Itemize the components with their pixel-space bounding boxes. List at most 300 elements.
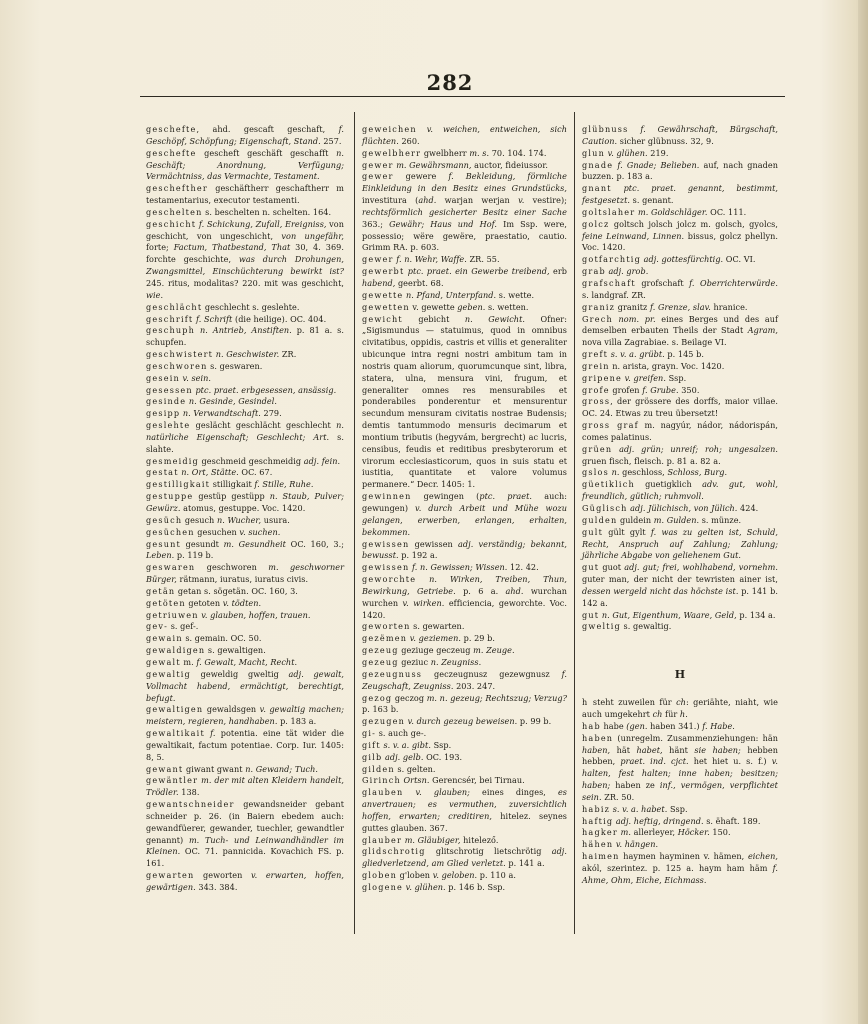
entry-headword: gewaltig <box>146 668 191 679</box>
entry-text: auf, nach gnaden buzzen. p. 183 a. <box>582 159 779 182</box>
entry-headword: glauber <box>362 834 403 845</box>
entry-text: gesuchen <box>194 526 240 537</box>
entry-text: 363.; <box>362 218 390 229</box>
entry-gloss: praet. ind. cjct. <box>620 756 689 767</box>
entry-headword: geschlächt <box>146 301 203 312</box>
entry-gloss: v. suchen. <box>239 526 281 537</box>
dictionary-entry <box>582 266 778 278</box>
dictionary-entry <box>146 562 344 586</box>
entry-text: Ssp. <box>667 803 688 814</box>
dictionary-entry <box>146 467 344 479</box>
dictionary-column-3 <box>582 124 778 887</box>
entry-headword: gestuppe <box>146 491 194 502</box>
entry-headword: geschefther <box>146 183 208 194</box>
entry-headword: gewer <box>362 171 394 182</box>
entry-gloss: es anvertrauen; es vermuthen, zuversichtlich hoffen, erwarten; creditiren, <box>362 787 568 821</box>
entry-text: geschäftherr geschaftherr m testamentarius, executor testamenti. <box>146 183 344 206</box>
entry-gloss: f. n. Wehr, Waffe. <box>396 254 467 265</box>
entry-gloss: f. <box>210 728 216 739</box>
dictionary-entry <box>362 787 567 834</box>
entry-text: geczeugnusz gezewgnusz <box>422 668 562 679</box>
dictionary-entry <box>146 207 344 219</box>
entry-text: hitelező. <box>460 834 499 845</box>
entry-text: gestüp gestüpp <box>193 491 270 502</box>
entry-gloss: v. durch gezeug beweisen. <box>407 716 518 727</box>
dictionary-entry <box>362 752 567 764</box>
entry-headword: geschrift <box>146 313 194 324</box>
entry-text: 245. ritus, modalitas? 220. mit was geschicht, <box>146 277 344 288</box>
entry-text: geschmeid geschmeidig <box>198 455 304 466</box>
entry-headword: gesinde <box>146 396 187 407</box>
entry-text: forte; <box>146 242 174 253</box>
entry-text: gebicht <box>402 313 465 324</box>
entry-text: 203. 247. <box>453 680 496 691</box>
entry-text: : geriähte, niaht, wie auch umgekehrt <box>582 697 778 719</box>
entry-gloss: m. Zeuge. <box>473 645 515 656</box>
entry-text: gesundt <box>181 538 224 549</box>
entry-headword: gesmeidig <box>146 455 199 466</box>
entry-text: haymen hayminen v. hämen, <box>619 851 748 862</box>
entry-text: , ahd. gescaft geschaft, <box>196 124 339 134</box>
dictionary-entry <box>146 598 344 610</box>
entry-text: . <box>685 708 688 719</box>
entry-text: getoten <box>185 597 223 608</box>
entry-gloss: n. Ort, Stätte. <box>181 467 239 478</box>
entry-gloss: adj. heftig, dringend. <box>615 815 704 826</box>
entry-headword: greft <box>582 349 609 360</box>
entry-gloss: n. Pfand, Unterpfand. <box>406 289 497 300</box>
entry-headword: gnade <box>582 159 614 170</box>
entry-gloss: rechtsförmlich gesicherter Besitz einer Sache <box>362 206 567 217</box>
dictionary-entry <box>362 764 567 776</box>
entry-headword: geschelten <box>146 206 203 217</box>
entry-text: auch: gewungen) <box>362 491 567 513</box>
entry-text <box>403 787 415 797</box>
entry-text: s. beschelten n. schelten. 164. <box>202 206 332 217</box>
entry-text: ZR. 55. <box>466 254 500 265</box>
dictionary-entry <box>582 839 778 851</box>
entry-text: OC. 160, 3.; <box>286 538 344 549</box>
entry-gloss: f. was zu gelten ist, Schuld, Recht, Anspruch auf Zahlung; Zahlung; jährliche Abgabe von geliehenem Gut. <box>582 526 778 561</box>
entry-gloss: ptc. praet. erbgesessen, ansässig. <box>195 384 337 395</box>
dictionary-entry <box>362 728 567 740</box>
entry-gloss: v. halten, fest halten; inne haben; besitzen; haben; <box>582 756 778 791</box>
entry-headword: gnant <box>582 183 612 194</box>
dictionary-entry <box>362 633 567 645</box>
entry-gloss: f. Oberrichterwürde. <box>689 277 779 288</box>
entry-gloss: v. durch Arbeit und Mühe wozu gelangen, erwerben, erlangen, erhalten, bekommen. <box>362 503 567 537</box>
entry-gloss: dessen wergeld nicht das höchste ist. <box>582 585 739 596</box>
dictionary-entry <box>582 827 778 839</box>
entry-headword: gestat <box>146 467 179 478</box>
entry-text: nova villa Zagrabiae. s. Beilage VI. <box>582 337 727 348</box>
entry-text: investitura ( <box>362 195 419 206</box>
entry-text: 138. <box>178 787 200 798</box>
dictionary-entry <box>146 657 344 669</box>
entry-headword: gslos <box>582 467 609 478</box>
entry-gloss: adv. gut, wohl, freundlich, gütlich; ruhmvoll. <box>582 479 778 502</box>
dictionary-entry <box>582 420 778 444</box>
dictionary-entry <box>582 503 778 515</box>
entry-gloss: v. geziemen. <box>409 633 461 644</box>
entry-text: allerleyer, <box>630 827 678 838</box>
dictionary-entry <box>146 764 344 776</box>
entry-headword: gewissen <box>362 562 410 573</box>
entry-text: ZR. 50. <box>601 791 635 802</box>
entry-gloss: n. natürliche Eigenschaft; Geschlecht; Art. <box>146 420 344 442</box>
dictionary-entry <box>146 669 344 705</box>
entry-gloss: n. Gut, Eigenthum, Waare, Geld, <box>601 609 737 620</box>
entry-gloss: ahd. <box>505 585 524 596</box>
entry-headword: habiz <box>582 803 611 814</box>
entry-headword: grein <box>582 360 610 371</box>
entry-text: eines dinges, <box>469 787 558 798</box>
entry-text: OC. 71. pannicida. Kovachich FS. p. 161. <box>146 846 344 869</box>
entry-headword: glauben <box>362 787 404 798</box>
entry-text: p. 183 a. <box>277 716 317 727</box>
dictionary-entry <box>362 254 567 266</box>
column-divider-2 <box>574 112 575 934</box>
entry-gloss: adj. grün; unreif; roh; ungesalzen. <box>619 443 779 454</box>
dictionary-entry <box>582 562 778 609</box>
dictionary-entry <box>582 373 778 385</box>
dictionary-entry <box>146 124 344 148</box>
dictionary-entry <box>582 527 778 563</box>
entry-text: p. 110 a. <box>477 870 517 881</box>
entry-text <box>612 183 624 193</box>
entry-text: hät <box>610 744 637 755</box>
entry-text: atomus, gestuppe. Voc. 1420. <box>180 503 306 513</box>
dictionary-entry <box>582 349 778 361</box>
entry-text: 257. <box>320 135 342 146</box>
dictionary-entry <box>582 124 778 148</box>
entry-headword: gewaldigen <box>146 645 206 656</box>
entry-text: von geschicht, von ungeschicht, <box>146 218 344 241</box>
dictionary-entry <box>362 882 567 894</box>
entry-headword: Girinch <box>362 775 401 786</box>
entry-gloss: m. Goldschläger. <box>637 206 708 217</box>
dictionary-entry <box>146 586 344 598</box>
entry-gloss: f. Habe. <box>702 720 735 731</box>
dictionary-entry <box>582 207 778 219</box>
entry-headword: hab <box>582 720 601 731</box>
entry-text: gesuch <box>182 514 217 525</box>
entry-headword: gezeug <box>362 656 399 667</box>
entry-text: ZR. <box>279 349 297 360</box>
entry-gloss: v. geloben. <box>432 870 478 881</box>
entry-gloss: m. <box>620 827 631 838</box>
entry-headword: getän <box>146 585 176 596</box>
entry-gloss: s. v. a. gibt. <box>383 739 431 750</box>
entry-headword: gilb <box>362 751 383 762</box>
entry-text: het hiet u. s. f.) <box>688 756 772 767</box>
entry-gloss: v. greifen. <box>624 372 666 383</box>
dictionary-entry <box>582 816 778 828</box>
entry-text: s. landgraf. ZR. <box>582 289 646 300</box>
entry-headword: gweltig <box>582 621 621 632</box>
page-edge <box>858 0 868 1024</box>
entry-gloss: f. Gnade; Belieben. <box>617 159 700 170</box>
entry-text: gewandsneider gebant schneider p. 26. (in Baiern ebedem auch: gewandfüerer, gewander, tuechler, gewandtler genannt) <box>146 799 344 845</box>
entry-gloss: inf., vermögen, verpflichtet sein. <box>582 780 778 802</box>
entry-gloss: n. Wirken, Treiben, Thun, Bewirkung, Getriebe. <box>362 574 567 596</box>
entry-text: p. 145 b. <box>664 349 704 360</box>
entry-headword: geschworen <box>146 360 208 371</box>
entry-text: s. gewarten. <box>410 621 465 632</box>
dictionary-entry <box>146 515 344 527</box>
entry-text: hitelez. seynes guttes glauben. 367. <box>362 810 567 833</box>
entry-gloss: f. Schickung, Zufall, Ereigniss, <box>198 218 327 229</box>
entry-text: warjan werjan <box>436 195 519 206</box>
entry-text: vestire); <box>524 195 567 206</box>
entry-gloss: ptc. praet. ein Gewerbe treibend, <box>407 266 550 277</box>
entry-text: s. genant. <box>630 195 674 206</box>
entry-gloss: f. Ahme, Ohm, Eiche, Eichmass. <box>582 862 778 885</box>
entry-text: granitz <box>615 301 650 312</box>
entry-text: p. 192 a. <box>398 550 438 561</box>
entry-headword: geschwistert <box>146 349 214 360</box>
dictionary-entry <box>362 266 567 290</box>
entry-text: s. gef-. <box>168 621 199 632</box>
entry-text: s. geswaren. <box>207 360 263 371</box>
entry-headword: geschuph <box>146 325 196 336</box>
dictionary-entry <box>362 716 567 728</box>
entry-headword: grafschaft <box>582 277 636 288</box>
entry-text: grofen <box>609 384 643 395</box>
entry-headword: glidschrotig <box>362 846 426 857</box>
entry-gloss: m. Tuch- und Leinwandhändler im Kleinen. <box>146 834 345 857</box>
entry-text: geziuge geczeug <box>398 645 474 656</box>
entry-gloss: m. der mit alten Kleidern handelt, Trödler. <box>146 775 344 798</box>
entry-headword: haben <box>582 732 614 743</box>
dictionary-entry <box>146 610 344 622</box>
entry-text: 219. <box>647 147 669 158</box>
entry-text: p. 29 b. <box>460 633 495 644</box>
entry-gloss: f. Gewährschaft, Bürgschaft, Caution. <box>582 124 778 146</box>
entry-text: m. <box>180 656 197 667</box>
entry-gloss: adj. gottesfürchtig. <box>643 254 724 265</box>
entry-gloss: n. Gewand; Tuch. <box>245 763 318 774</box>
entry-text: p. 163 b. <box>362 704 399 715</box>
entry-text: p. 119 b. <box>174 550 214 561</box>
entry-text: geslächt geschlächt geschlecht <box>190 420 337 431</box>
entry-gloss: v. <box>518 195 525 206</box>
dictionary-column-2 <box>362 124 567 894</box>
entry-headword: getöten <box>146 597 186 608</box>
entry-gloss: habend, <box>362 277 396 288</box>
entry-headword: gewetten <box>362 301 410 312</box>
dictionary-entry <box>146 539 344 563</box>
entry-headword: gewain <box>146 633 183 644</box>
entry-gloss: Schloss, Burg. <box>667 467 728 478</box>
entry-text: p. 141 b. 142 a. <box>582 585 778 608</box>
entry-text: OC. 193. <box>423 751 463 762</box>
entry-gloss: n. Zeugniss. <box>430 656 482 667</box>
entry-gloss: h <box>679 708 686 719</box>
entry-gloss: adj. verständig; bekannt, bewusst. <box>362 538 567 561</box>
entry-text: Ssp. <box>665 372 687 383</box>
entry-headword: glübnuss <box>582 124 629 134</box>
dictionary-entry <box>146 527 344 539</box>
entry-gloss: adj. Jülichisch, von Jülich. <box>630 503 738 513</box>
dictionary-entry <box>582 479 778 503</box>
entry-text: s. münze. <box>699 514 742 525</box>
entry-text: 279. <box>260 408 282 419</box>
entry-headword: gult <box>582 526 604 537</box>
entry-gloss: m. Gesundheit <box>223 538 286 549</box>
entry-gloss: f. n. Gewissen; Wissen. <box>412 562 508 573</box>
entry-headword: geworten <box>362 621 411 632</box>
dictionary-entry <box>362 835 567 847</box>
dictionary-entry <box>582 385 778 397</box>
entry-text: s. wette. <box>496 289 535 300</box>
entry-text: p. 99 b. <box>517 716 552 727</box>
entry-text: , der grössere des dorffs, maior villae. OC. 24. Etwas zu treu übersetzt! <box>582 396 778 419</box>
entry-gloss: Höcker. <box>677 827 710 838</box>
dictionary-entry <box>582 160 778 184</box>
entry-gloss: ch <box>652 708 663 719</box>
dictionary-entry <box>582 804 778 816</box>
dictionary-entry <box>362 562 567 574</box>
entry-headword: gewinnen <box>362 491 412 502</box>
entry-text: gwelbherr <box>421 147 470 158</box>
entry-text: p. 146 b. Ssp. <box>445 882 506 892</box>
entry-text <box>417 124 427 134</box>
entry-headword: gift <box>362 739 381 750</box>
entry-gloss: v. weichen, entweichen, sich flüchten. <box>362 124 567 146</box>
page-number: 282 <box>426 70 474 95</box>
entry-headword: gulden <box>582 514 618 525</box>
entry-text: 70. 104. 174. <box>489 147 547 158</box>
entry-text: usura. <box>261 514 290 525</box>
entry-headword: gezog <box>362 692 393 703</box>
entry-headword: haftig <box>582 815 614 826</box>
dictionary-entry <box>362 870 567 882</box>
entry-headword: gewette <box>362 289 404 300</box>
entry-text: s. gewaltigen. <box>205 645 266 656</box>
entry-gloss: adj. fein. <box>303 455 341 466</box>
entry-headword: gewicht <box>362 313 403 324</box>
dictionary-entry <box>146 408 344 420</box>
entry-gloss: adj. gewalt, Vollmacht habend, ermächtigt, berechtigt, befugt. <box>146 668 345 703</box>
dictionary-entry <box>146 704 344 728</box>
entry-text: geczog <box>392 692 427 703</box>
entry-text: gewissen <box>409 538 459 549</box>
entry-text: 260. <box>398 135 420 146</box>
dictionary-entry <box>582 515 778 527</box>
entry-text: Im Ssp. were, possessio; wëre gewëre, praestatio, cautio. Grimm RA. p. 603. <box>362 218 567 253</box>
dictionary-entry <box>362 621 567 633</box>
dictionary-entry <box>362 740 567 752</box>
entry-gloss: v. wirken. <box>402 597 445 608</box>
dictionary-entry <box>146 870 344 894</box>
entry-text: getan s. sögetän. OC. 160, 3. <box>175 585 298 596</box>
entry-headword: h <box>582 697 589 708</box>
dictionary-entry <box>582 314 778 350</box>
dictionary-entry <box>362 645 567 657</box>
entry-gloss: m. s. <box>469 147 490 158</box>
dictionary-entry <box>362 846 567 870</box>
entry-text: rätmann, iuratus, iuratus civis. <box>176 574 309 585</box>
entry-text: erb <box>549 266 567 277</box>
entry-gloss: s. v. a. grübt. <box>610 349 665 360</box>
entry-text: s. gewaltig. <box>620 621 672 632</box>
entry-gloss: m. geschworner Bürger, <box>146 562 344 585</box>
dictionary-entry <box>582 254 778 266</box>
dictionary-entry <box>362 302 567 314</box>
entry-headword: glogene <box>362 882 404 892</box>
entry-gloss: ch <box>676 697 686 708</box>
entry-headword: gesüch <box>146 514 183 525</box>
entry-text: efficiencia, geworchte. Voc. 1420. <box>362 597 568 620</box>
dictionary-entry <box>362 693 567 717</box>
entry-headword: getriuwen <box>146 609 199 620</box>
entry-gloss: von ungefähr, <box>281 230 344 241</box>
entry-text: 30, 4. 369. forchte geschichte, <box>146 242 344 265</box>
dictionary-entry <box>582 697 778 721</box>
entry-text <box>416 574 429 584</box>
entry-text: Gerencsér, bei Tirnau. <box>429 775 525 786</box>
entry-text: guldein <box>617 514 654 525</box>
entry-headword: gesunt <box>146 538 182 549</box>
entry-headword: gilden <box>362 763 395 774</box>
entry-gloss: f. Schrift <box>196 313 233 324</box>
entry-text: guot <box>599 562 625 573</box>
entry-headword: gesüchen <box>146 526 195 537</box>
entry-gloss: f. Grenze, slav. <box>649 301 711 312</box>
entry-text: s. auch ge-. <box>376 728 427 739</box>
entry-text: (unregelm. Zusammenziehungen: hän <box>613 732 778 743</box>
entry-gloss: feine Leinwand, Linnen. <box>582 230 685 241</box>
entry-headword: gewer <box>362 254 394 265</box>
dictionary-entry <box>146 349 344 361</box>
entry-text: bissus, golcz phellyn. Voc. 1420. <box>582 230 778 253</box>
dictionary-entry <box>146 148 344 184</box>
entry-headword: Güglisch <box>582 503 628 513</box>
entry-gloss: wie. <box>146 289 164 300</box>
entry-text: geworten <box>194 870 251 881</box>
entry-gloss: m. Gläubiger, <box>404 834 461 845</box>
entry-text: s. ëhaft. 189. <box>703 815 761 826</box>
entry-gloss: v. glühen. <box>405 882 446 892</box>
entry-gloss: v. hängen. <box>615 839 659 850</box>
entry-text: gewere <box>393 171 449 182</box>
entry-gloss: m. n. gezeug; Rechtszug; Verzug? <box>426 692 568 703</box>
entry-gloss: Factum, Thatbestand, That <box>173 242 291 253</box>
entry-gloss: f. Stille, Ruhe. <box>254 479 314 490</box>
dictionary-entry <box>146 219 344 302</box>
entry-headword: globen <box>362 870 398 881</box>
dictionary-entry <box>146 799 344 870</box>
entry-headword: gut <box>582 609 600 620</box>
entry-gloss: n. Geschwister. <box>215 349 280 360</box>
entry-text: m. nagyúr, nádor, nádorispán, comes palatinus. <box>582 420 778 442</box>
dictionary-entry <box>582 467 778 479</box>
dictionary-entry <box>362 657 567 669</box>
entry-headword: gewaltikait <box>146 728 205 739</box>
dictionary-entry <box>146 302 344 314</box>
entry-gloss: was durch Drohungen, Zwangsmittel, Einschüchterung bewirkt ist? <box>146 254 344 277</box>
entry-gloss: adj. gelb. <box>384 751 424 762</box>
dictionary-entry <box>146 491 344 515</box>
dictionary-entry <box>146 183 344 207</box>
entry-text: geerbt. 68. <box>395 277 444 288</box>
entry-gloss: Ortsn. <box>403 775 430 786</box>
entry-headword: geschicht <box>146 218 197 229</box>
entry-text: 343. 384. <box>195 882 238 892</box>
dictionary-entry <box>362 539 567 563</box>
entry-headword: gotfarchtig <box>582 254 641 265</box>
